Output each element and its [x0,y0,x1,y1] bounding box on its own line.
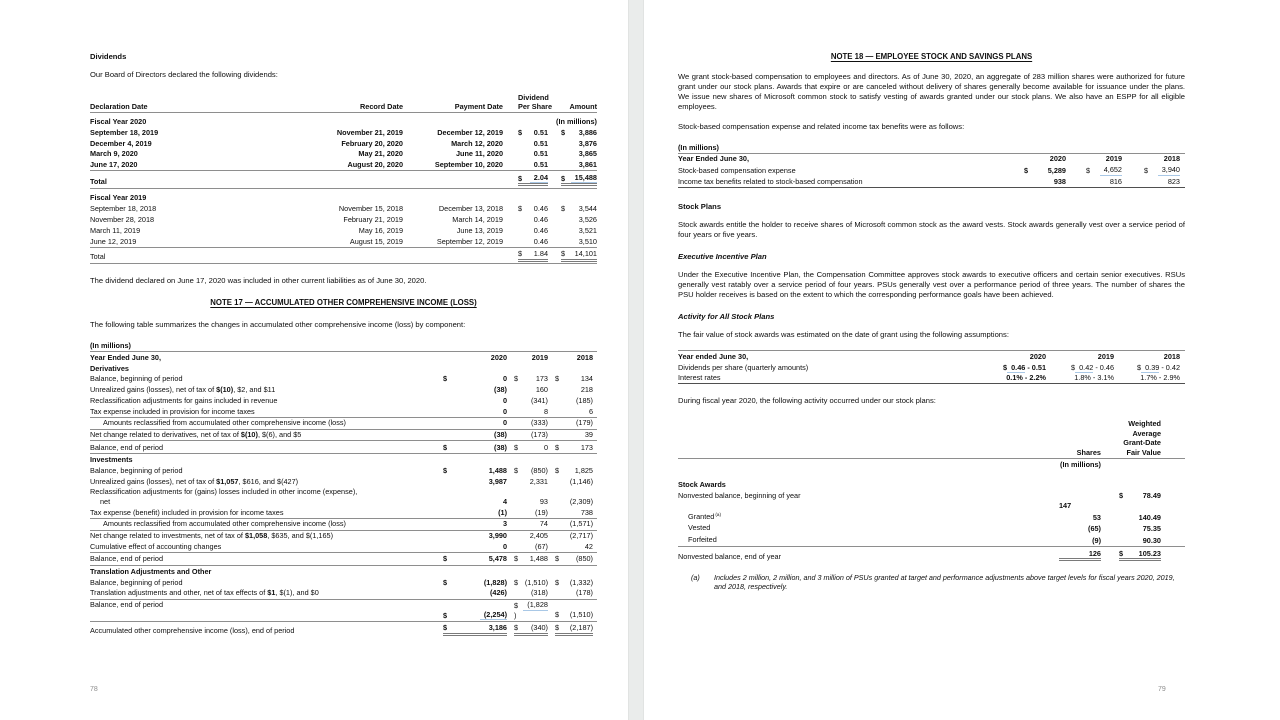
dividends-heading: Dividends [90,52,127,61]
footnote-marker: (a) [691,572,700,582]
page-gutter [628,0,644,720]
table-row: Balance, end of period $ 5,478 $ 1,488 $ (850) [90,553,597,566]
col-shares: Shares [1076,447,1101,457]
aoci-total-row: Accumulated other comprehensive income (loss), end of period $ 3,186 $ (340) $ (2,187) [90,623,593,636]
total-row: Total $ 1.84 $ 14,101 [90,248,597,265]
table-row: Amounts reclassified from accumulated other comprehensive income (loss) 3 74 (1,571) [90,519,597,531]
table-row: Balance, beginning of period $ 0 $ 173 $ 134 [90,374,593,384]
assumptions-table [678,350,1185,384]
table-row: June 17, 2020 August 20, 2020 September 10, 2020 0.51 3,861 [90,160,597,172]
table-row: Tax expense (benefit) included in provision for income taxes (1) (19) 738 [90,507,597,519]
year-header-row: Year Ended June 30, 2020 2019 2018 [90,352,593,362]
fy2020-section-row [90,116,597,127]
in-millions-label: (In millions) [556,116,597,126]
table-row: June 12, 2019 August 15, 2019 September 12, 2019 0.46 3,510 [90,236,597,248]
section-stock-awards: Stock Awards [678,480,726,490]
stock-plans-heading: Stock Plans [678,202,722,212]
page-79 [644,0,1280,720]
table-row: Unrealized gains (losses), net of tax of $(10), $2, and $11 (38) 160 218 [90,385,593,395]
footnote-text: Includes 2 million, 2 million, and 3 million of PSUs granted at target and performance adjustments above target levels for fiscal years 2020, 2019, and 2018, respectively. [714,572,1175,592]
table-row: Stock-based compensation expense $ 5,289 $ 4,652 $ 3,940 [678,165,1180,176]
year-header-row: Year ended June 30, 2020 2019 2018 [678,350,1185,362]
page-number-left: 78 [90,686,98,693]
table-row: September 18, 2018 November 15, 2018 December 13, 2018 $ 0.46 $ 3,544 [90,204,597,214]
table-row: Unrealized gains (losses), net of tax of $1,057, $616, and $(427) 3,987 2,331 (1,146) [90,476,593,486]
page-number-right: 79 [1158,686,1166,693]
balance-end-wrap-row: Balance, end of period $ (2,254) $ (1,828 ) $ (1,510) [90,600,597,622]
in-millions-row: (In millions) [90,340,597,352]
activity-intro: The fair value of stock awards was estimated on the date of grant using the following assumptions: [678,330,1009,340]
table-row: December 4, 2019 February 20, 2020 March 12, 2020 0.51 3,876 [90,138,597,148]
table-row: Reclassification adjustments for (gains) losses included in other income (expense), net 4 93 (2,309) [90,487,593,506]
in-millions-row: (In millions) [678,142,1185,154]
table-row: Reclassification adjustments for gains included in revenue 0 (341) (185) [90,395,593,405]
table-row: Cumulative effect of accounting changes 0 (67) 42 [90,541,597,553]
year-header-row: Year Ended June 30, 2020 2019 2018 [678,154,1180,164]
fy2020-label: Fiscal Year 2020 [90,116,147,126]
table-row: Interest rates 0.1% - 2.2% 1.8% - 3.1% 1.7% - 2.9% [678,373,1185,385]
section-investments: Investments [90,454,133,464]
col-fair-value: Weighted Average Grant-Date Fair Value [1123,419,1161,457]
table-row: Balance, beginning of period $ (1,828) $ (1,510) $ (1,332) [90,577,593,587]
stock-plans-body: Stock awards entitle the holder to receive shares of Microsoft common stock as the award vests. Stock awards generally vest over a service period of four years or five years. [678,220,1185,240]
page-78-content [0,0,628,638]
note18-heading: NOTE 18 — EMPLOYEE STOCK AND SAVINGS PLANS [830,52,1033,61]
col-declaration-date: Declaration Date [90,102,148,112]
table-row: November 28, 2018 February 21, 2019 March 14, 2019 0.46 3,526 [90,215,597,225]
col-record-date: Record Date [360,102,403,112]
page-79-content [644,0,1280,592]
note17-intro: The following table summarizes the changes in accumulated other comprehensive income (loss) by component: [90,320,466,330]
table-row: Amounts reclassified from accumulated other comprehensive income (loss) 0 (333) (179) [90,418,597,430]
dividend-note: The dividend declared on June 17, 2020 was included in other current liabilities as of June 30, 2020. [90,276,427,286]
table-row: Tax expense included in provision for income taxes 0 8 6 [90,406,597,418]
dividends-table [90,92,597,264]
total-row: Total $ 2.04 $ 15,488 [90,171,597,189]
activity-end-row: Nonvested balance, end of year 126 $ 105.23 [678,548,1161,561]
table-row: Dividends per share (quarterly amounts) $ 0.46 - 0.51 $ 0.42 - 0.46 $ 0.39 - 0.42 [678,362,1180,372]
col-dividend-per-share: Dividend Per Share [518,92,553,112]
table-row: Nonvested balance, beginning of year 147 $ 78.49 [678,491,1161,510]
compensation-table [678,142,1185,188]
col-amount: Amount [569,102,597,112]
table-row: Granted$^{(a)}$ 53 140.49 [688,511,1161,522]
table-row: Balance, end of period $ (38) $ 0 $ 173 [90,441,597,454]
table-row: Forfeited (9) 90.30 [678,535,1185,548]
page-78 [0,0,628,720]
aoci-table [90,340,597,637]
table-row: Translation adjustments and other, net of tax effects of $1, $(1), and $0 (426) (318) (178) [90,588,597,600]
table-row: Net change related to investments, net of tax of $1,058, $635, and $(1,165) 3,990 2,405 (2,717) [90,531,593,541]
table-header-row [678,418,1185,459]
section-derivatives: Derivatives [90,363,129,373]
table-row: March 11, 2019 May 16, 2019 June 13, 2019 0.46 3,521 [90,225,597,235]
footnote-a [678,573,1185,592]
dividends-intro: Our Board of Directors declared the following dividends: [90,70,278,79]
col-payment-date: Payment Date [454,102,503,112]
table-row: March 9, 2020 May 21, 2020 June 11, 2020 0.51 3,865 [90,149,597,159]
table-row: Net change related to derivatives, net of tax of $(10), $(6), and $5 (38) (173) 39 [90,430,597,442]
in-millions-row: (In millions) [1060,459,1101,469]
note18-paragraph-2: Stock-based compensation expense and related income tax benefits were as follows: [678,122,965,131]
note18-paragraph-1: We grant stock-based compensation to employees and directors. As of June 30, 2020, an aggregate of 283 million shares were authorized for future grant under our stock plans. Awards that expire or are canceled without delivery of shares generally become available for issuance under the plans. We issue new shares of Microsoft common stock to satisfy vesting of awards granted under our stock plans. We also have an ESPP for all eligible employees. [678,72,1185,111]
table-row: Vested (65) 75.35 [688,523,1161,534]
table-header-row [90,92,597,113]
footnote-ref: (a) [715,512,721,518]
activity-heading: Activity for All Stock Plans [678,312,775,322]
eip-body: Under the Executive Incentive Plan, the Compensation Committee approves stock awards to executive officers and certain senior executives. RSUs generally vest ratably over a service period of four years. PSUs generally vest over a performance period of three years. The number of shares the PSU holder receives is based on the extent to which the corresponding performance goals have been achieved. [678,270,1185,300]
eip-heading: Executive Incentive Plan [678,252,767,262]
table-row: Balance, beginning of period $ 1,488 $ (850) $ 1,825 [90,465,593,475]
fy2019-label: Fiscal Year 2019 [90,193,147,203]
section-translation: Translation Adjustments and Other [90,566,212,576]
fy2019-section-row [90,193,597,204]
activity-intro-2: During fiscal year 2020, the following activity occurred under our stock plans: [678,396,936,406]
activity-table [678,418,1185,562]
table-row: September 18, 2019 November 21, 2019 December 12, 2019 $ 0.51 $ 3,886 [90,127,597,137]
note17-heading: NOTE 17 — ACCUMULATED OTHER COMPREHENSIVE INCOME (LOSS) [210,298,477,308]
table-row: Income tax benefits related to stock-based compensation 938 816 823 [678,176,1185,188]
